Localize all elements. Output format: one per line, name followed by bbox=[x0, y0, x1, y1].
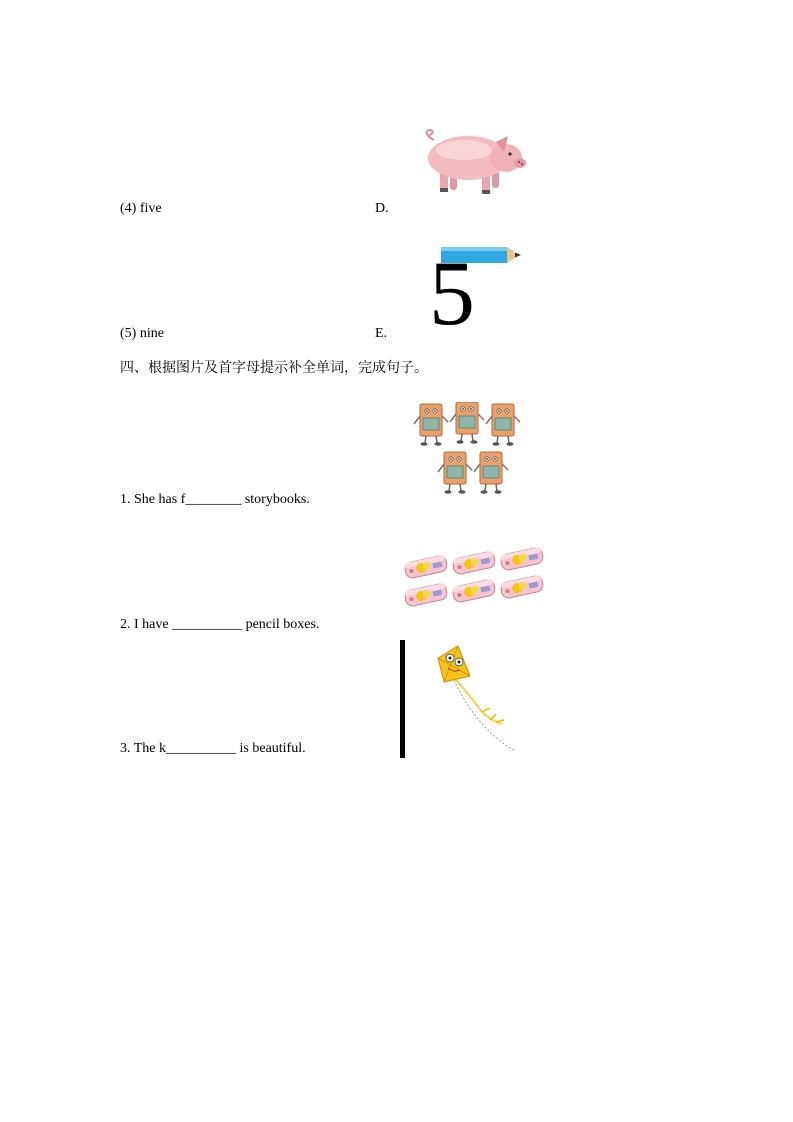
question-1: 1. She has f________ storybooks. bbox=[120, 492, 310, 507]
question-3: 3. The k__________ is beautiful. bbox=[120, 741, 306, 756]
number-five-pencil-picture bbox=[425, 244, 525, 328]
section-four-heading: 四、根据图片及首字母提示补全单词，完成句子。 bbox=[120, 360, 428, 376]
match-item-5: (5) nine bbox=[120, 326, 164, 341]
six-pencil-boxes-picture bbox=[403, 545, 549, 609]
kite-pole bbox=[400, 640, 405, 758]
kite-picture bbox=[398, 640, 522, 758]
pig-picture bbox=[420, 126, 530, 196]
big-numeral-five: 5 bbox=[429, 244, 475, 328]
match-item-4: (4) five bbox=[120, 201, 162, 216]
question-2: 2. I have __________ pencil boxes. bbox=[120, 617, 320, 632]
match-letter-e: E. bbox=[375, 326, 388, 341]
match-letter-d: D. bbox=[375, 201, 389, 216]
five-storybooks-picture bbox=[412, 402, 527, 496]
